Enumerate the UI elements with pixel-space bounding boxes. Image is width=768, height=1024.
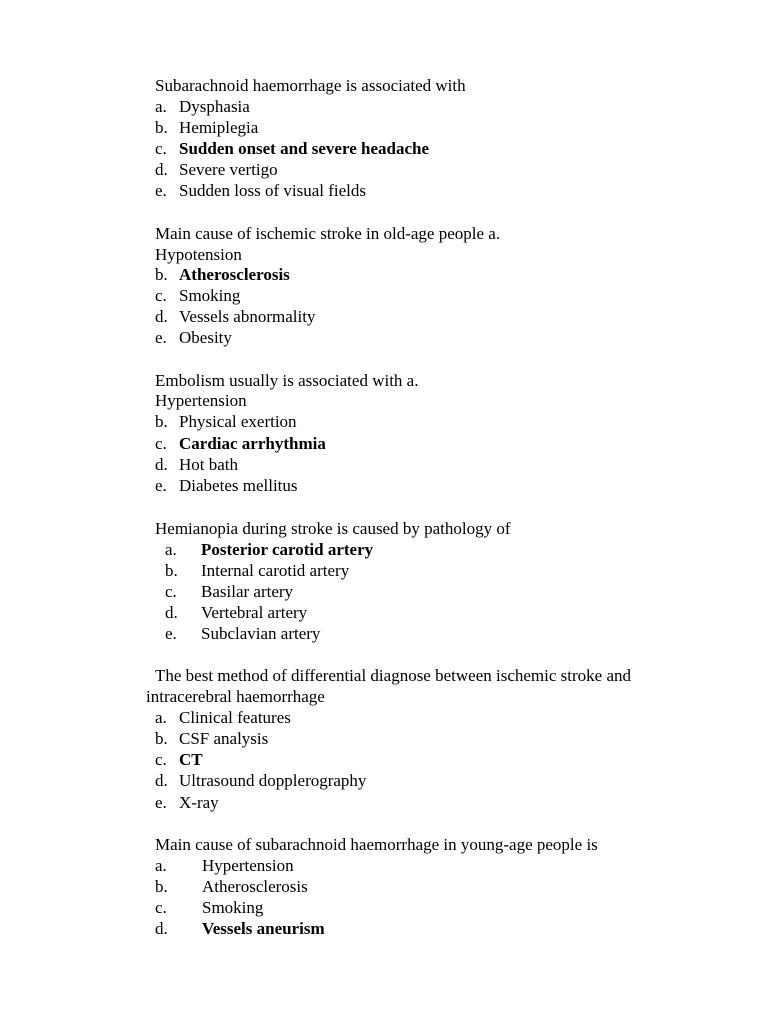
question-4-option-e bbox=[165, 623, 320, 644]
option-letter: e. bbox=[155, 476, 167, 495]
option-text-correct: Posterior carotid artery bbox=[201, 540, 374, 559]
option-text-correct: Atherosclerosis bbox=[179, 265, 290, 284]
option-letter: e. bbox=[155, 793, 167, 812]
question-4-option-b bbox=[165, 560, 349, 581]
question-1-stem: Subarachnoid haemorrhage is associated with bbox=[155, 76, 466, 95]
question-5-option-a bbox=[155, 707, 291, 728]
option-text: Dysphasia bbox=[179, 97, 250, 116]
option-text: Hypertension bbox=[202, 856, 294, 875]
option-letter: c. bbox=[155, 139, 167, 158]
question-2-option-b bbox=[155, 264, 290, 285]
question-5-option-e bbox=[155, 792, 219, 813]
option-text: Clinical features bbox=[179, 708, 291, 727]
option-letter: c. bbox=[155, 750, 167, 769]
question-3-option-b bbox=[155, 411, 297, 432]
question-4-stem: Hemianopia during stroke is caused by pathology of bbox=[155, 519, 511, 538]
option-text: Obesity bbox=[179, 328, 232, 347]
question-4-option-c bbox=[165, 581, 293, 602]
option-letter: a. bbox=[155, 97, 167, 116]
option-letter: e. bbox=[165, 624, 177, 643]
option-text: Diabetes mellitus bbox=[179, 476, 298, 495]
question-2-option-d bbox=[155, 306, 315, 327]
option-letter: a. bbox=[155, 856, 167, 875]
option-text: Physical exertion bbox=[179, 412, 297, 431]
question-4-option-d bbox=[165, 602, 307, 623]
option-text: Vessels abnormality bbox=[179, 307, 316, 326]
option-letter: a. bbox=[165, 540, 177, 559]
option-text: Smoking bbox=[202, 898, 264, 917]
option-letter: d. bbox=[155, 160, 168, 179]
question-2-stem-line-2: Hypotension bbox=[155, 245, 242, 264]
option-letter: b. bbox=[155, 877, 168, 896]
question-3-stem-line-1: Embolism usually is associated with a. bbox=[155, 371, 419, 390]
question-2-option-c bbox=[155, 285, 240, 306]
option-letter: e. bbox=[155, 181, 167, 200]
question-5-option-b bbox=[155, 728, 268, 749]
question-5-option-d bbox=[155, 770, 366, 791]
question-3-option-e bbox=[155, 475, 298, 496]
option-letter: e. bbox=[155, 328, 167, 347]
option-text: Hot bath bbox=[179, 455, 239, 474]
option-letter: a. bbox=[155, 708, 167, 727]
question-5-stem-line-1: The best method of differential diagnose between ischemic stroke and bbox=[155, 666, 631, 685]
option-letter: d. bbox=[155, 771, 168, 790]
option-text: Sudden loss of visual fields bbox=[179, 181, 366, 200]
option-letter: b. bbox=[155, 118, 168, 137]
question-6-option-a bbox=[155, 855, 294, 876]
option-letter: b. bbox=[155, 729, 168, 748]
question-1-option-c bbox=[155, 138, 429, 159]
option-text-correct: Vessels aneurism bbox=[202, 919, 325, 938]
option-letter: b. bbox=[155, 265, 168, 284]
option-letter: c. bbox=[155, 286, 167, 305]
option-letter: d. bbox=[155, 455, 168, 474]
option-text: X-ray bbox=[179, 793, 219, 812]
option-letter: d. bbox=[155, 919, 168, 938]
option-text: Severe vertigo bbox=[179, 160, 278, 179]
option-text: CSF analysis bbox=[179, 729, 269, 748]
question-1-option-b bbox=[155, 117, 258, 138]
option-letter: c. bbox=[155, 898, 167, 917]
question-3-option-c bbox=[155, 433, 326, 454]
question-5-stem-line-2: intracerebral haemorrhage bbox=[146, 687, 325, 706]
question-1-option-d bbox=[155, 159, 278, 180]
option-text: Smoking bbox=[179, 286, 241, 305]
question-5-option-c bbox=[155, 749, 203, 770]
option-text: Subclavian artery bbox=[201, 624, 321, 643]
question-2-stem-line-1: Main cause of ischemic stroke in old-age people a. bbox=[155, 224, 501, 243]
question-6-option-b bbox=[155, 876, 308, 897]
option-text: Internal carotid artery bbox=[201, 561, 350, 580]
option-text-correct: Cardiac arrhythmia bbox=[179, 434, 326, 453]
question-1-option-e bbox=[155, 180, 366, 201]
question-2-option-e bbox=[155, 327, 232, 348]
question-4-option-a bbox=[165, 539, 373, 560]
option-letter: b. bbox=[165, 561, 178, 580]
question-6-option-c bbox=[155, 897, 263, 918]
option-letter: c. bbox=[165, 582, 177, 601]
question-3-option-d bbox=[155, 454, 238, 475]
option-text: Vertebral artery bbox=[201, 603, 308, 622]
option-letter: d. bbox=[155, 307, 168, 326]
option-letter: d. bbox=[165, 603, 178, 622]
question-6-option-d bbox=[155, 918, 325, 939]
option-text: Ultrasound dopplerography bbox=[179, 771, 367, 790]
option-text-correct: CT bbox=[179, 750, 203, 769]
option-text: Atherosclerosis bbox=[202, 877, 308, 896]
option-text: Hemiplegia bbox=[179, 118, 259, 137]
question-3-stem-line-2: Hypertension bbox=[155, 391, 247, 410]
question-6-stem: Main cause of subarachnoid haemorrhage in young-age people is bbox=[155, 835, 598, 854]
option-letter: c. bbox=[155, 434, 167, 453]
option-text-correct: Sudden onset and severe headache bbox=[179, 139, 429, 158]
option-text: Basilar artery bbox=[201, 582, 294, 601]
question-1-option-a bbox=[155, 96, 250, 117]
option-letter: b. bbox=[155, 412, 168, 431]
